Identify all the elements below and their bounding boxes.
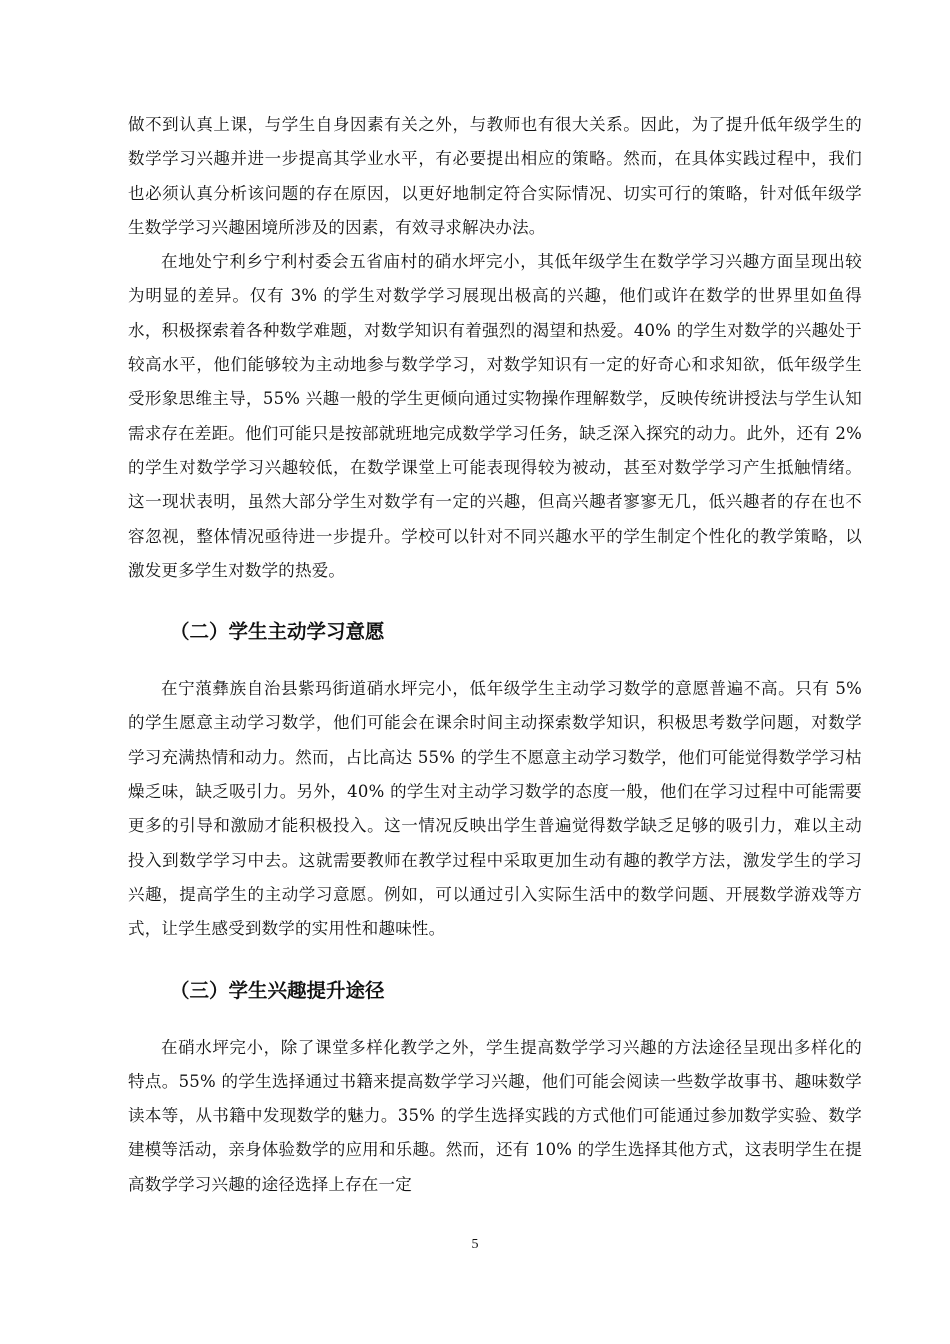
paragraph-active-learning: 在宁蒗彝族自治县紫玛街道硝水坪完小，低年级学生主动学习数学的意愿普遍不高。只有 5% 的学生愿意主动学习数学，他们可能会在课余时间主动探索数学知识，积极思考数学问题，对数学学习充满热情和动力。然而，占比高达 55% 的学生不愿意主动学习数学，他们可能觉得数学学习枯燥乏味，缺乏吸引力。另外，40% 的学生对主动学习数学的态度一般，他们在学习过程中可能需要更多的引导和激励才能积极投入。这一情况反映出学生普遍觉得数学缺乏足够的吸引力，难以主动投入到数学学习中去。这就需要教师在教学过程中采取更加生动有趣的教学方法，激发学生的学习兴趣，提高学生的主动学习意愿。例如，可以通过引入实际生活中的数学问题、开展数学游戏等方式，让学生感受到数学的实用性和趣味性。: [128, 679, 862, 939]
page-number: 5: [471, 1237, 479, 1252]
paragraph-interest-improvement: 在硝水坪完小，除了课堂多样化教学之外，学生提高数学学习兴趣的方法途径呈现出多样化的特点。55% 的学生选择通过书籍来提高数学学习兴趣，他们可能会阅读一些数学故事书、趣味数学读本等，从书籍中发现数学的魅力。35% 的学生选择实践的方式他们可能通过参加数学实验、数学建模等活动，亲身体验数学的应用和乐趣。然而，还有 10% 的学生选择其他方式，这表明学生在提高数学学习兴趣的途径选择上存在一定: [128, 1037, 862, 1194]
document-page: [128, 108, 862, 1202]
section-heading-active-learning: （二）学生主动学习意愿: [170, 620, 385, 644]
section-heading-interest-improvement: （三）学生兴趣提升途径: [170, 978, 385, 1002]
paragraph-interest-differences: 在地处宁利乡宁利村委会五省庙村的硝水坪完小，其低年级学生在数学学习兴趣方面呈现出较为明显的差异。仅有 3% 的学生对数学学习展现出极高的兴趣，他们或许在数学的世界里如鱼得水，积极探索着各种数学难题，对数学知识有着强烈的渴望和热爱。40% 的学生对数学的兴趣处于较高水平，他们能够较为主动地参与数学学习，对数学知识有一定的好奇心和求知欲，低年级学生受形象思维主导，55% 兴趣一般的学生更倾向通过实物操作理解数学，反映传统讲授法与学生认知需求存在差距。他们可能只是按部就班地完成数学学习任务，缺乏深入探究的动力。此外，还有 2%的学生对数学学习兴趣较低，在数学课堂上可能表现得较为被动，甚至对数学学习产生抵触情绪。这一现状表明，虽然大部分学生对数学有一定的兴趣，但高兴趣者寥寥无几，低兴趣者的存在也不容忽视，整体情况亟待进一步提升。学校可以针对不同兴趣水平的学生制定个性化的教学策略，以激发更多学生对数学的热爱。: [128, 252, 862, 580]
paragraph-continuation: 做不到认真上课，与学生自身因素有关之外，与教师也有很大关系。因此，为了提升低年级学生的数学学习兴趣并进一步提高其学业水平，有必要提出相应的策略。然而，在具体实践过程中，我们也必须认真分析该问题的存在原因，以更好地制定符合实际情况、切实可行的策略，针对低年级学生数学学习兴趣困境所涉及的因素，有效寻求解决办法。: [128, 115, 862, 237]
